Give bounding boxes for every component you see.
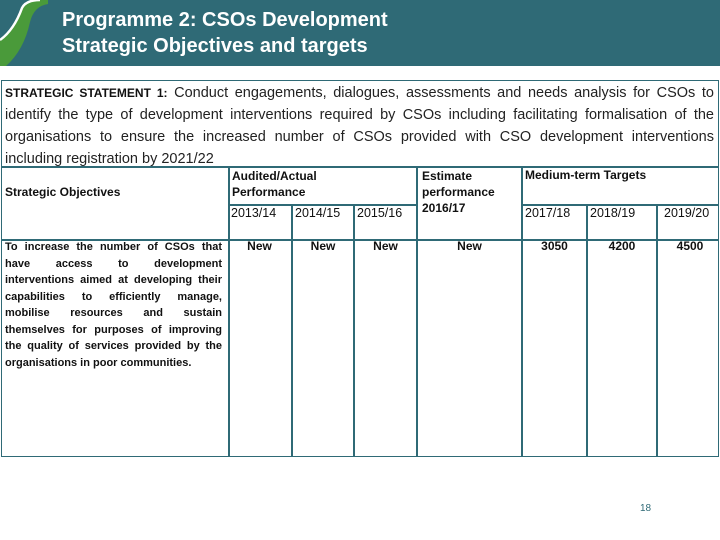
value-cell-2018-19	[588, 241, 656, 456]
value-2018-19: 4200	[608, 239, 636, 253]
page-title-line-1: Programme 2: CSOs Development	[62, 9, 388, 31]
header-estimate-label: Estimate performance 2016/17	[422, 169, 495, 215]
objectives-table	[1, 80, 719, 457]
header-year-2017-18	[523, 206, 586, 239]
objective-text: To increase the number of CSOs that have access to development interventions aimed at developing their capabilities to efficiently manage, mobilise resources and sustain themselves for purposes of improving the quality of services provided by the organisations in poor communities.	[5, 241, 222, 369]
header-year-2018-19-label: 2018/19	[590, 206, 636, 220]
leaf-logo-icon	[0, 0, 48, 66]
value-2014-15: New	[310, 239, 336, 253]
header-strategic-objectives-label: Strategic Objectives	[5, 185, 121, 199]
value-cell-2015-16	[355, 241, 416, 456]
value-cell-2019-20	[658, 241, 718, 456]
header-audited-group	[230, 168, 416, 204]
value-2017-18: 3050	[541, 239, 568, 253]
strategic-statement-text: Conduct engagements, dialogues, assessments and needs analysis for CSOs to identify the type of development interventions required by CSOs including facilitating formalisation of the organisations to ensure the increased number of CSOs provided with CSO development interventions including registration by 2021/22	[5, 85, 714, 167]
header-audited-label: Audited/Actual Performance	[232, 169, 317, 199]
page-title-line-2: Strategic Objectives and targets	[62, 35, 368, 57]
value-2015-16: New	[373, 239, 398, 253]
header-year-2017-18-label: 2017/18	[525, 206, 571, 220]
page-number: 18	[640, 503, 652, 514]
header-year-2013-14-label: 2013/14	[231, 206, 277, 220]
header-year-2019-20-label: 2019/20	[664, 206, 710, 220]
objective-cell	[2, 241, 228, 456]
value-cell-2014-15	[293, 241, 353, 456]
header-year-2015-16-label: 2015/16	[357, 206, 403, 220]
header-band	[0, 0, 720, 66]
header-year-2018-19	[588, 206, 656, 239]
page-title	[62, 7, 388, 59]
header-year-2013-14	[230, 206, 291, 239]
value-2013-14: New	[247, 239, 272, 253]
value-cell-2013-14	[230, 241, 291, 456]
header-estimate	[418, 168, 521, 239]
value-2019-20: 4500	[676, 239, 704, 253]
header-mtef-label: Medium-term Targets	[525, 168, 647, 182]
value-cell-2017-18	[523, 241, 586, 456]
header-year-2014-15	[293, 206, 353, 239]
value-2016-17: New	[457, 239, 482, 253]
header-strategic-objectives	[2, 168, 228, 239]
header-year-2019-20	[658, 206, 718, 239]
header-year-2014-15-label: 2014/15	[295, 206, 341, 220]
header-mtef-group	[523, 168, 718, 204]
strategic-statement-label: STRATEGIC STATEMENT 1:	[5, 86, 168, 100]
strategic-statement	[2, 81, 718, 166]
value-cell-2016-17	[418, 241, 521, 456]
header-year-2015-16	[355, 206, 416, 239]
